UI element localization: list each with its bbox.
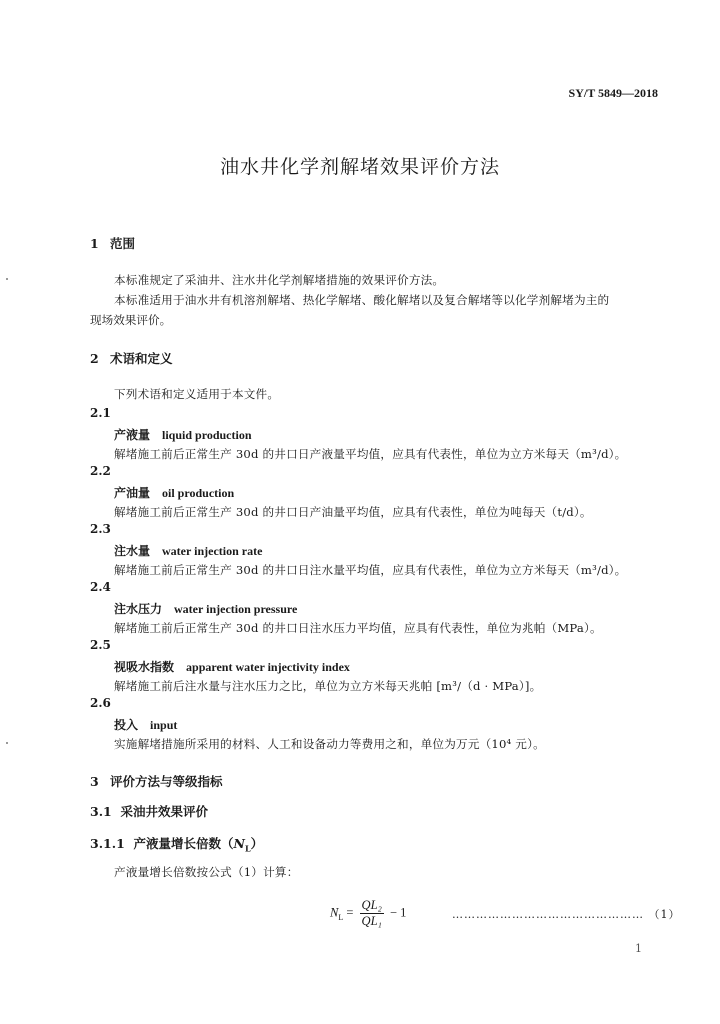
term-number: 2.1 bbox=[90, 406, 111, 420]
equation-number bbox=[452, 906, 681, 922]
formula-lhs: N bbox=[330, 905, 339, 920]
term-definition: 解堵施工前后正常生产 30d 的井口日注水量平均值，应具有代表性，单位为立方米每天（m³/d）。 bbox=[114, 563, 627, 577]
term-en: input bbox=[150, 718, 178, 732]
subsection-3-1-heading bbox=[90, 802, 208, 820]
symbol: N bbox=[233, 836, 245, 851]
term-zh: 注水量 bbox=[114, 544, 151, 558]
paragraph: 本标准适用于油水井有机溶剂解堵、热化学解堵、酸化解堵以及复合解堵等以化学剂解堵为主的 bbox=[114, 293, 610, 307]
term-number: 2.2 bbox=[90, 464, 111, 478]
term-number: 2.6 bbox=[90, 696, 111, 710]
term-definition: 解堵施工前后正常生产 30d 的井口日产油量平均值，应具有代表性，单位为吨每天（t/d）。 bbox=[114, 505, 592, 519]
section-1-heading bbox=[90, 234, 135, 252]
formula-tail: − 1 bbox=[386, 905, 407, 920]
formula-1 bbox=[330, 898, 406, 929]
term-en: apparent water injectivity index bbox=[186, 660, 350, 674]
section-number: 1 bbox=[90, 236, 99, 251]
term-number: 2.4 bbox=[90, 580, 111, 594]
section-3-heading bbox=[90, 772, 223, 790]
term-number: 2.5 bbox=[90, 638, 111, 652]
equation-label: （1） bbox=[648, 908, 681, 921]
page-number: 1 bbox=[635, 942, 642, 955]
subsection-number: 3.1 bbox=[90, 804, 112, 819]
term-zh: 投入 bbox=[114, 718, 139, 732]
term-en: liquid production bbox=[162, 428, 252, 442]
subsection-3-1-1-heading bbox=[90, 834, 263, 854]
term-definition: 解堵施工前后正常生产 30d 的井口日注水压力平均值，应具有代表性，单位为兆帕（MPa）。 bbox=[114, 621, 602, 635]
section-2-heading bbox=[90, 349, 173, 367]
term-name bbox=[114, 484, 234, 501]
standard-code: SY/T 5849—2018 bbox=[568, 86, 658, 100]
term-name bbox=[114, 426, 252, 443]
term-en: water injection rate bbox=[162, 544, 263, 558]
term-zh: 产油量 bbox=[114, 486, 151, 500]
section-title: 范围 bbox=[110, 236, 136, 251]
term-number: 2.3 bbox=[90, 522, 111, 536]
term-definition: 实施解堵措施所采用的材料、人工和设备动力等费用之和，单位为万元（10⁴ 元）。 bbox=[114, 737, 545, 751]
term-zh: 产液量 bbox=[114, 428, 151, 442]
term-zh: 视吸水指数 bbox=[114, 660, 175, 674]
subsection-title: 产液量增长倍数（ bbox=[133, 836, 234, 851]
equation-leader-dots: ………………………………………… bbox=[452, 908, 644, 921]
formula-lhs-subscript: L bbox=[338, 912, 344, 922]
term-en: oil production bbox=[162, 486, 235, 500]
formula-numerator: QL₂ bbox=[361, 898, 382, 912]
subsection-number: 3.1.1 bbox=[90, 836, 125, 851]
scan-artifact bbox=[6, 278, 8, 280]
formula-denominator: QL₁ bbox=[361, 914, 382, 928]
paren-close: ） bbox=[250, 836, 264, 851]
section-number: 3 bbox=[90, 774, 99, 789]
formula-fraction bbox=[360, 898, 384, 929]
paragraph: 下列术语和定义适用于本文件。 bbox=[114, 387, 280, 401]
term-name bbox=[114, 716, 177, 733]
section-title: 评价方法与等级指标 bbox=[110, 774, 223, 789]
term-en: water injection pressure bbox=[174, 602, 298, 616]
paragraph: 产液量增长倍数按公式（1）计算： bbox=[114, 865, 299, 879]
section-title: 术语和定义 bbox=[110, 351, 173, 366]
term-name bbox=[114, 600, 297, 617]
symbol-subscript: L bbox=[244, 843, 251, 854]
term-zh: 注水压力 bbox=[114, 602, 163, 616]
paragraph: 本标准规定了采油井、注水井化学剂解堵措施的效果评价方法。 bbox=[114, 273, 445, 287]
subsection-title: 采油井效果评价 bbox=[120, 804, 208, 819]
scan-artifact bbox=[6, 742, 8, 744]
term-definition: 解堵施工前后注水量与注水压力之比，单位为立方米每天兆帕 [m³/（d · MPa）]。 bbox=[114, 679, 542, 693]
term-name bbox=[114, 542, 262, 559]
formula-equals: = bbox=[343, 905, 357, 920]
paragraph-continuation: 现场效果评价。 bbox=[90, 313, 172, 327]
term-name bbox=[114, 658, 350, 675]
document-title: 油水井化学剂解堵效果评价方法 bbox=[219, 156, 500, 178]
term-definition: 解堵施工前后正常生产 30d 的井口日产液量平均值，应具有代表性，单位为立方米每天（m³/d）。 bbox=[114, 447, 627, 461]
section-number: 2 bbox=[90, 351, 99, 366]
